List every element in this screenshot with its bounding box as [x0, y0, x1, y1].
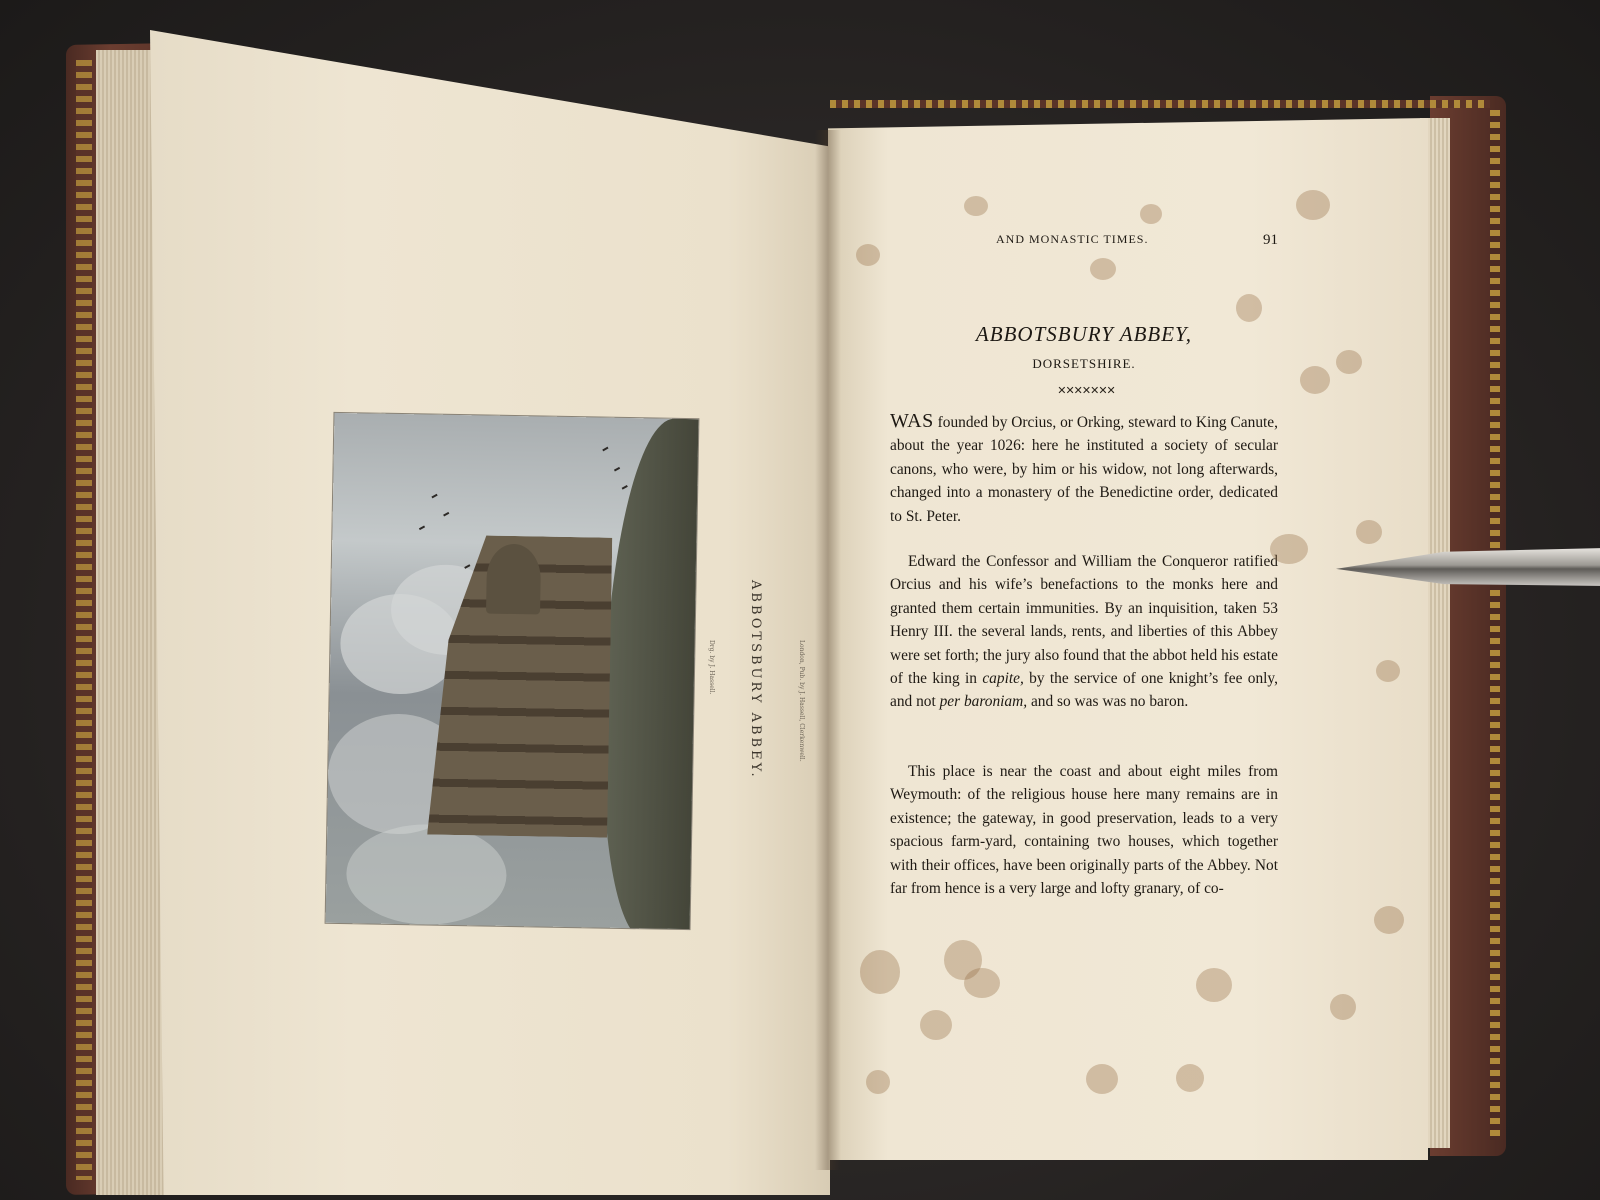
paragraph-1: [890, 410, 1278, 528]
foxing-spot: [1376, 660, 1400, 682]
foxing-spot: [1196, 968, 1232, 1002]
ornament-rule: ✕✕✕✕✕✕✕: [1057, 384, 1115, 394]
bird: [614, 467, 623, 477]
plate-credit-left: Drg. by J. Hassell.: [708, 640, 715, 695]
paragraph-2-text-a: Edward the Confessor and William the Conqueror ratified Orcius and his wife’s benefactions to the monks here and granted them certain immunities. By an inquisition, taken 53 Henry III. the several lands, rents, and liberties of this Abbey were set forth; the jury also found that the abbot held his estate of the king in: [890, 553, 1278, 688]
page-title: ABBOTSBURY ABBEY,: [975, 322, 1193, 346]
foxing-spot: [920, 1010, 952, 1040]
foxing-spot: [856, 244, 880, 266]
foxing-spot: [1140, 204, 1162, 224]
foxing-spot: [1270, 534, 1308, 564]
bird: [443, 512, 452, 522]
foxing-spot: [1356, 520, 1382, 544]
foxing-spot: [1086, 1064, 1118, 1094]
plate-credit-right: London, Pub. by J. Hassell, Clerkenwell.: [798, 640, 805, 762]
paragraph-2-italic-2: per baroniam,: [939, 693, 1028, 711]
foxing-spot: [866, 1070, 890, 1094]
foxing-spot: [1090, 258, 1116, 280]
running-head-title: AND MONASTIC TIMES.: [996, 232, 1149, 246]
paragraph-3: [890, 760, 1278, 900]
foxing-spot: [1336, 350, 1362, 374]
page-subtitle: DORSETSHIRE.: [1032, 356, 1136, 371]
abbey-tower: [486, 544, 541, 615]
paragraph-2-italic-1: capite,: [982, 670, 1024, 688]
top-gilt-border: [830, 100, 1490, 108]
foxing-spot: [1176, 1064, 1204, 1092]
paragraph-2-text-c: and so was was no baron.: [1027, 693, 1189, 711]
bird: [602, 447, 611, 457]
foxing-spot: [1374, 906, 1404, 934]
wooded-hill: [599, 418, 698, 929]
paragraph-2-text-b: by the service of one knight’s fee only, and not: [890, 670, 1278, 711]
abbey-plate-illustration: [326, 413, 699, 929]
foxing-spot: [1236, 294, 1262, 322]
running-head: [996, 232, 1278, 249]
foxing-spot: [1330, 994, 1356, 1020]
paragraph-3-text: This place is near the coast and about eight miles from Weymouth: of the religious house here many remains are in existence; the gateway, in good preservation, leads to a very spacious farm-yard, containing two houses, which together with their offices, have been originally parts of the Abbey. Not far from hence is a very large and lofty granary, of co-: [890, 763, 1278, 898]
plate-caption: ABBOTSBURY ABBEY.: [748, 580, 763, 780]
page-number: 91: [1263, 232, 1278, 248]
paragraph-lead-word: WAS: [890, 410, 934, 432]
foxing-spot: [860, 950, 900, 994]
cloud: [346, 823, 508, 926]
left-gilt-border: [76, 60, 92, 1180]
bird: [431, 494, 440, 504]
paragraph-2: [890, 550, 1278, 714]
foxing-spot: [964, 968, 1000, 998]
foxing-spot: [1296, 190, 1330, 220]
foxing-spot: [1300, 366, 1330, 394]
paragraph-1-text: founded by Orcius, or Orking, steward to King Canute, about the year 1026: here he instituted a society of secular canons, who were, by him or his widow, not long afterwards, changed into a monastery of the Benedictine order, dedicated to St. Peter.: [890, 414, 1278, 525]
bird: [419, 525, 428, 535]
foxing-spot: [964, 196, 988, 216]
right-gilt-border: [1490, 110, 1500, 1140]
book-gutter: [815, 130, 841, 1170]
